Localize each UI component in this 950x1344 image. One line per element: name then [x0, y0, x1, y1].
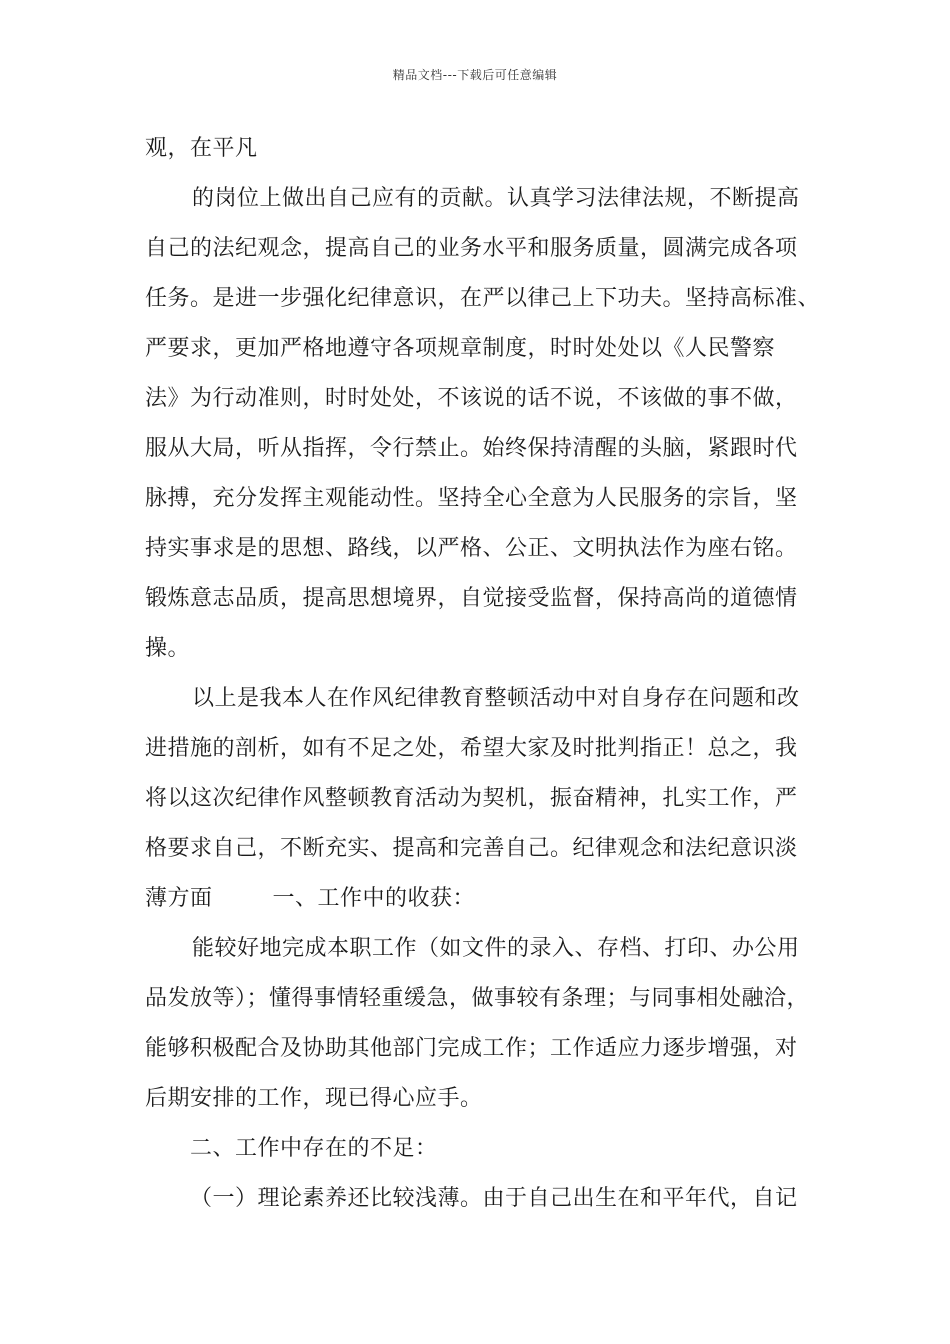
text-line-11: 操。: [145, 636, 191, 661]
text-line-22: （一）理论素养还比较浅薄。由于自己出生在和平年代，自记: [190, 1186, 798, 1211]
text-line-13: 进措施的剖析，如有不足之处，希望大家及时批判指正！总之，我: [145, 736, 798, 761]
text-line-21: 二、工作中存在的不足：: [190, 1136, 438, 1161]
text-line-18: 品发放等）；懂得事情轻重缓急，做事较有条理；与同事相处融洽，: [145, 986, 810, 1011]
text-line-12: 以上是我本人在作风纪律教育整顿活动中对自身存在问题和改: [192, 686, 800, 711]
text-line-9: 持实事求是的思想、路线，以严格、公正、文明执法作为座右铭。: [145, 536, 798, 561]
text-line-4: 任务。是进一步强化纪律意识，在严以律己上下功夫。坚持高标准、: [145, 286, 821, 311]
page-header: 精品文档---下载后可任意编辑: [392, 68, 558, 82]
text-line-3: 自己的法纪观念，提高自己的业务水平和服务质量，圆满完成各项: [145, 236, 798, 261]
text-line-16: 薄方面 一、工作中的收获：: [145, 886, 475, 911]
text-line-8: 脉搏，充分发挥主观能动性。坚持全心全意为人民服务的宗旨，坚: [145, 486, 798, 511]
text-line-20: 后期安排的工作，现已得心应手。: [145, 1086, 483, 1111]
text-line-10: 锻炼意志品质，提高思想境界，自觉接受监督，保持高尚的道德情: [145, 586, 798, 611]
text-line-2: 的岗位上做出自己应有的贡献。认真学习法律法规，不断提高: [192, 186, 800, 211]
text-line-6: 法》为行动准则，时时处处，不该说的话不说，不该做的事不做，: [145, 386, 798, 411]
text-line-17: 能较好地完成本职工作（如文件的录入、存档、打印、办公用: [192, 936, 800, 961]
text-line-7: 服从大局，听从指挥，令行禁止。始终保持清醒的头脑，紧跟时代: [145, 436, 798, 461]
text-line-15: 格要求自己，不断充实、提高和完善自己。纪律观念和法纪意识淡: [145, 836, 798, 861]
text-line-1: 观，在平凡: [145, 136, 258, 161]
text-line-14: 将以这次纪律作风整顿教育活动为契机，振奋精神，扎实工作，严: [145, 786, 798, 811]
text-line-19: 能够积极配合及协助其他部门完成工作；工作适应力逐步增强，对: [145, 1036, 798, 1061]
text-line-5: 严要求，更加严格地遵守各项规章制度，时时处处以《人民警察: [145, 336, 776, 361]
